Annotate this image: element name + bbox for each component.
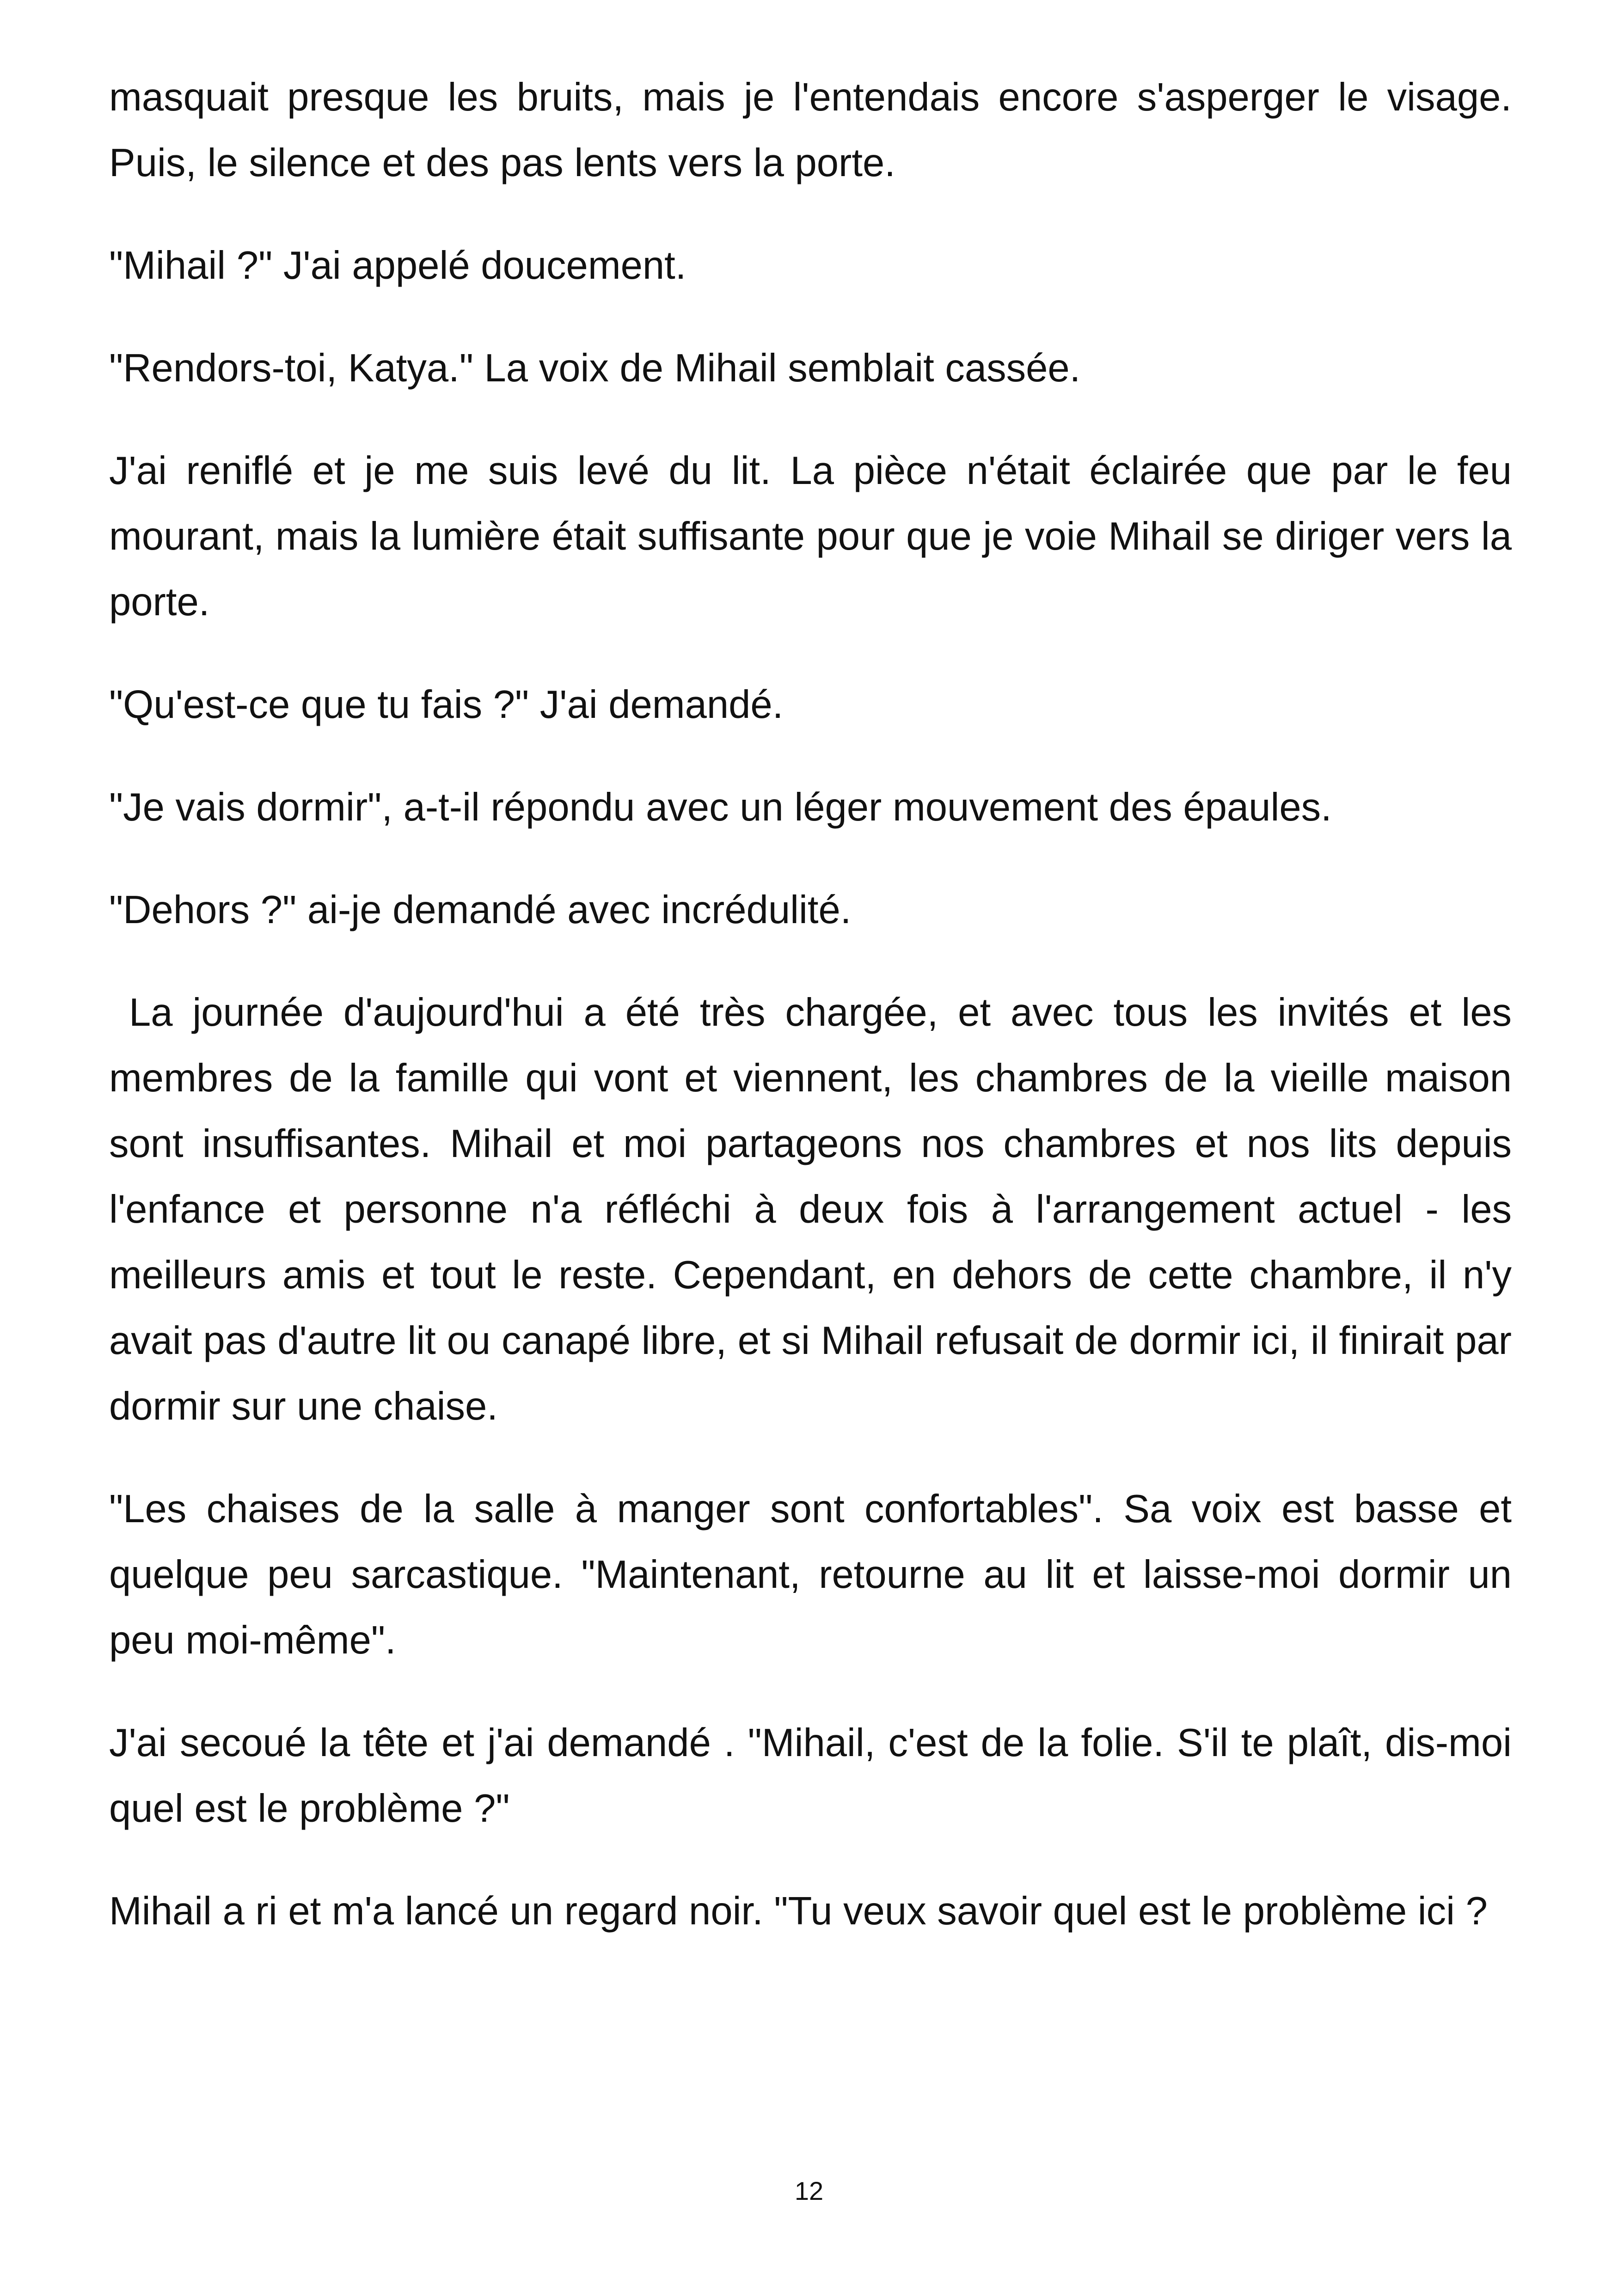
body-text (109, 65, 1523, 1981)
paragraph-2: "Mihail ?" J'ai appelé doucement. (109, 244, 686, 288)
paragraph-10: J'ai secoué la tête et j'ai demandé . "Mihail, c'est de la folie. S'il te plaît, dis-moi quel est le problème ?" (109, 1721, 1523, 1831)
paragraph-4: J'ai reniflé et je me suis levé du lit. La pièce n'était éclairée que par le feu mourant, mais la lumière était suffisante pour que je voie Mihail se diriger vers la porte. (109, 449, 1523, 624)
paragraph-1: masquait presque les bruits, mais je l'entendais encore s'asperger le visage. Puis, le silence et des pas lents vers la porte. (109, 75, 1523, 185)
page-number: 12 (794, 2176, 824, 2205)
paragraph-11: Mihail a ri et m'a lancé un regard noir. "Tu veux savoir quel est le problème ici ? (109, 1889, 1488, 1933)
paragraph-3: "Rendors-toi, Katya." La voix de Mihail semblait cassée. (109, 346, 1081, 390)
paragraph-9: "Les chaises de la salle à manger sont confortables". Sa voix est basse et quelque peu sarcastique. "Maintenant, retourne au lit et laisse-moi dormir un peu moi-même". (109, 1487, 1523, 1662)
paragraph-5: "Qu'est-ce que tu fais ?" J'ai demandé. (109, 683, 784, 727)
paragraph-8: La journée d'aujourd'hui a été très chargée, et avec tous les invités et les membres de la famille qui vont et viennent, les chambres de la vieille maison sont insuffisantes. Mihail et moi partageons nos chambres et nos lits depuis l'enfance et personne n'a réfléchi à deux fois à l'arrangement actuel - les meilleurs amis et tout le reste. Cependant, en dehors de cette chambre, il n'y avait pas d'autre lit ou canapé libre, et si Mihail refusait de dormir ici, il finirait par dormir sur une chaise. (109, 991, 1523, 1428)
paragraph-7: "Dehors ?" ai-je demandé avec incrédulité. (109, 888, 852, 932)
paragraph-6: "Je vais dormir", a-t-il répondu avec un léger mouvement des épaules. (109, 785, 1332, 829)
